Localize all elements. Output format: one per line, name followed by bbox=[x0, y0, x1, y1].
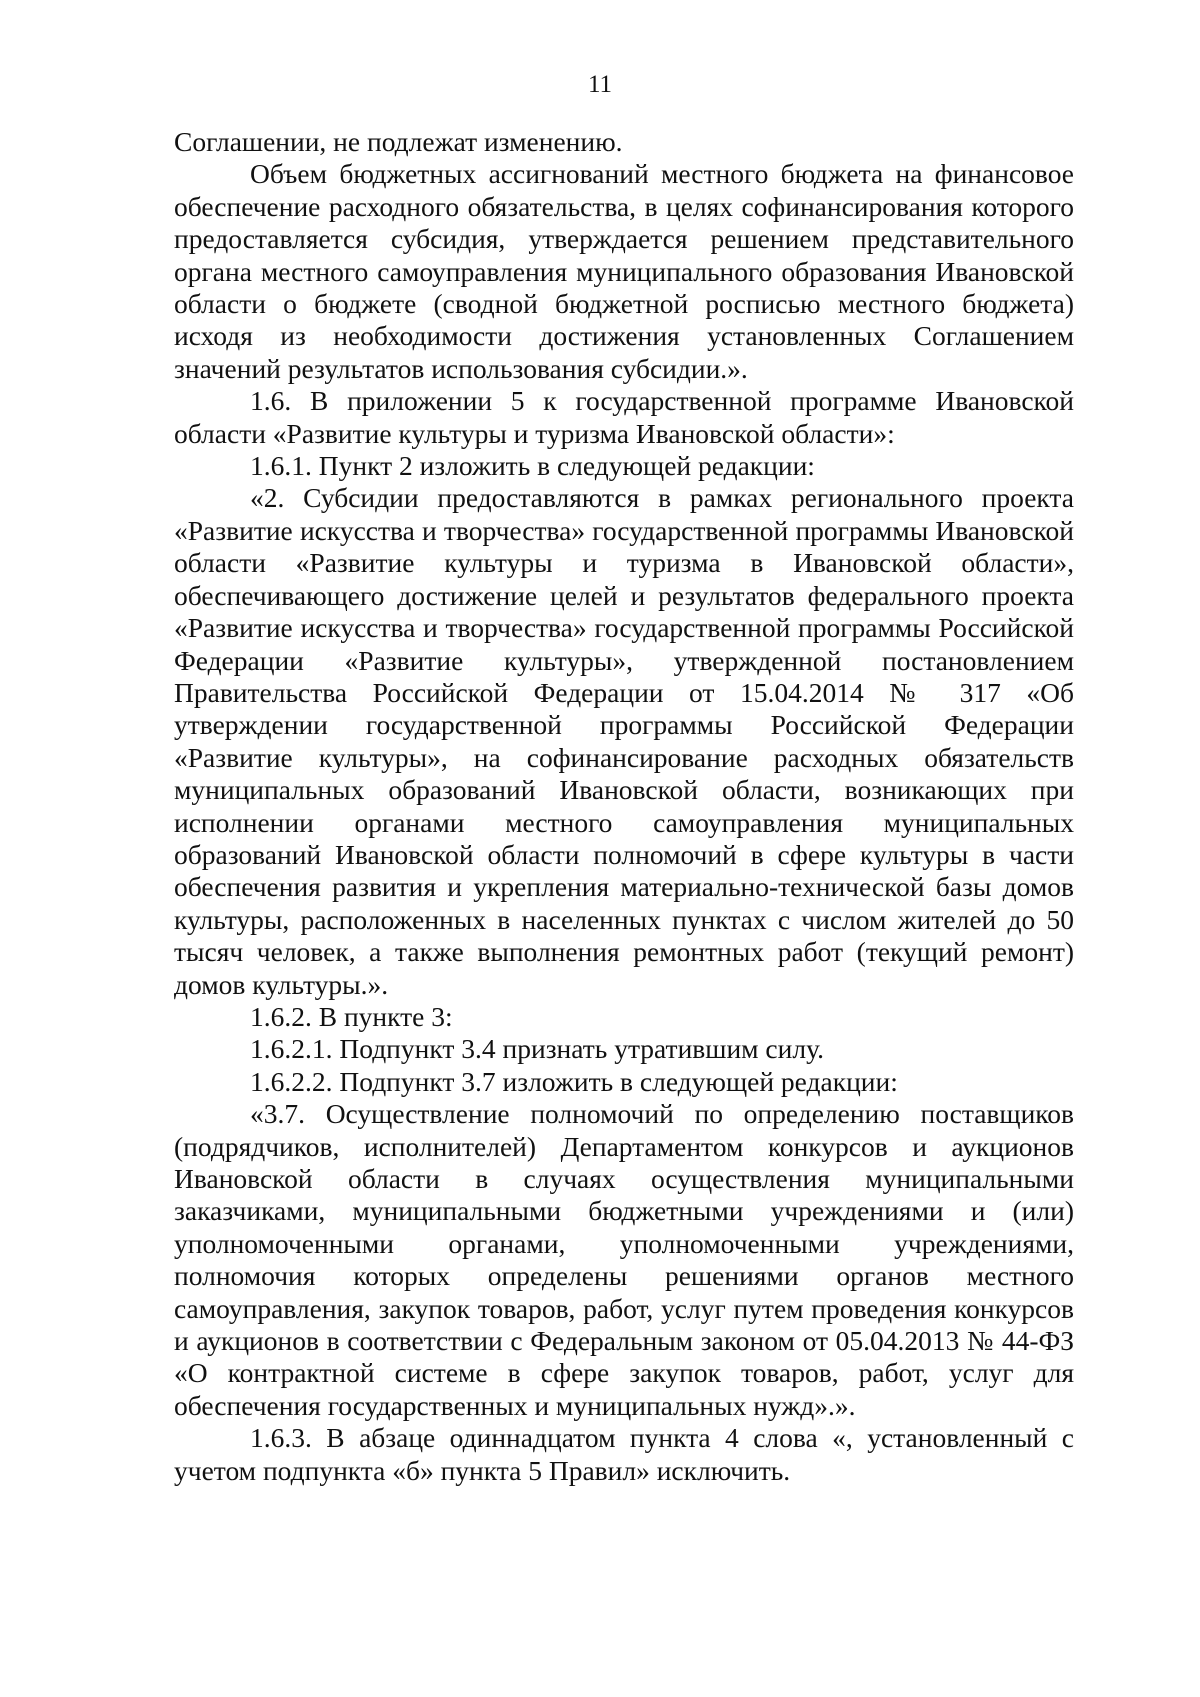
paragraph: 1.6.2. В пункте 3: bbox=[250, 1000, 453, 1032]
document-body bbox=[174, 126, 1074, 1487]
paragraph: «3.7. Осуществление полномочий по определению поставщиков (подрядчиков, исполнителей) Департаментом конкурсов и аукционов Ивановской области в случаях осуществления муниципальными заказчиками, муниципальными бюджетными учреждениями и (или) уполномоченными органами, уполномоченными учреждениями, полномочия которых определены решениями органов местного самоуправления, закупок товаров, работ, услуг путем проведения конкурсов и аукционов в соответствии с Федеральным законом от 05.04.2013 № 44-ФЗ «О контрактной системе в сфере закупок товаров, работ, услуг для обеспечения государственных и муниципальных нужд».». bbox=[174, 1098, 1074, 1421]
paragraph: 1.6. В приложении 5 к государственной программе Ивановской области «Развитие культуры и туризма Ивановской области»: bbox=[174, 385, 1074, 449]
paragraph: Соглашении, не подлежат изменению. bbox=[174, 126, 623, 157]
paragraph: «2. Субсидии предоставляются в рамках регионального проекта «Развитие искусства и творчества» государственной программы Ивановской области «Развитие культуры и туризма в Ивановской области», обеспечивающего достижение целей и результатов федерального проекта «Развитие искусства и творчества» государственной программы Российской Федерации «Развитие культуры», утвержденной постановлением Правительства Российской Федерации от 15.04.2014 № 317 «Об утверждении государственной программы Российской Федерации «Развитие культуры», на софинансирование расходных обязательств муниципальных образований Ивановской области, возникающих при исполнении органами местного самоуправления муниципальных образований Ивановской области полномочий в сфере культуры в части обеспечения развития и укрепления материально-технической базы домов культуры, расположенных в населенных пунктах с числом жителей до 50 тысяч человек, а также выполнения ремонтных работ (текущий ремонт) домов культуры.». bbox=[174, 482, 1074, 1000]
paragraph: 1.6.2.2. Подпункт 3.7 изложить в следующей редакции: bbox=[250, 1065, 898, 1097]
paragraph: 1.6.1. Пункт 2 изложить в следующей редакции: bbox=[250, 450, 815, 482]
paragraph: 1.6.2.1. Подпункт 3.4 признать утратившим силу. bbox=[250, 1033, 824, 1065]
page-number: 11 bbox=[587, 71, 613, 98]
paragraph: Объем бюджетных ассигнований местного бюджета на финансовое обеспечение расходного обязательства, в целях софинансирования которого предоставляется субсидия, утверждается решением представительного органа местного самоуправления муниципального образования Ивановской области о бюджете (сводной бюджетной росписью местного бюджета) исходя из необходимости достижения установленных Соглашением значений результатов использования субсидии.». bbox=[174, 158, 1074, 384]
paragraph: 1.6.3. В абзаце одиннадцатом пункта 4 слова «, установленный с учетом подпункта «б» пункта 5 Правил» исключить. bbox=[174, 1422, 1074, 1486]
